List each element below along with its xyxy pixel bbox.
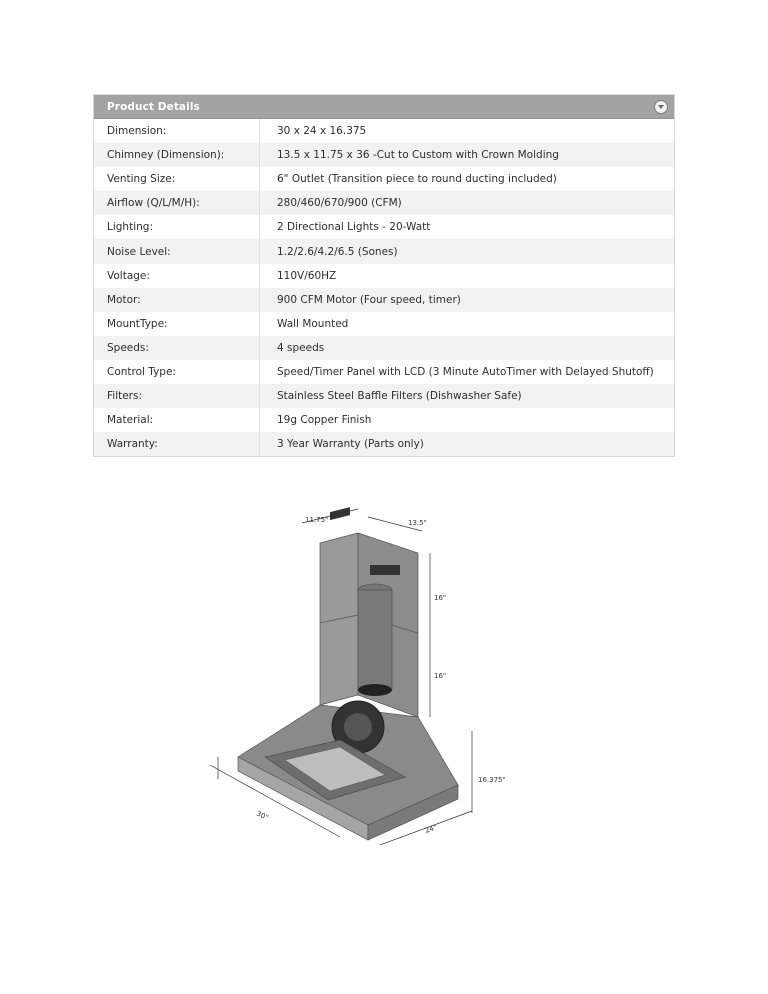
product-details-title: Product Details — [107, 100, 200, 113]
detail-value: 19g Copper Finish — [277, 414, 372, 427]
detail-value: 2 Directional Lights - 20-Watt — [277, 221, 431, 234]
detail-label: Lighting: — [94, 215, 260, 239]
detail-value: 110V/60HZ — [277, 269, 337, 282]
detail-label: Noise Level: — [94, 239, 260, 263]
detail-label: Airflow (Q/L/M/H): — [94, 191, 260, 215]
dim-chimney-front: 13.5" — [408, 519, 427, 527]
detail-value: 4 speeds — [277, 341, 325, 354]
detail-label: Filters: — [94, 384, 260, 408]
detail-value: 3 Year Warranty (Parts only) — [277, 438, 424, 451]
detail-value: 6" Outlet (Transition piece to round ducting included) — [277, 173, 557, 186]
detail-label: Control Type: — [94, 360, 260, 384]
detail-row — [94, 264, 674, 288]
detail-value: Wall Mounted — [277, 317, 349, 330]
detail-row — [94, 408, 674, 432]
detail-label: Material: — [94, 408, 260, 432]
product-details-header[interactable] — [94, 95, 674, 119]
product-details-table — [94, 119, 674, 456]
detail-row — [94, 336, 674, 360]
detail-value: 900 CFM Motor (Four speed, timer) — [277, 293, 461, 306]
detail-row — [94, 288, 674, 312]
detail-row — [94, 384, 674, 408]
detail-row — [94, 312, 674, 336]
detail-value: 13.5 x 11.75 x 36 -Cut to Custom with Crown Molding — [277, 149, 559, 162]
detail-row — [94, 239, 674, 263]
detail-row — [94, 360, 674, 384]
product-details-panel — [93, 94, 675, 457]
range-hood-drawing — [190, 495, 520, 855]
detail-row — [94, 215, 674, 239]
detail-label: Venting Size: — [94, 167, 260, 191]
detail-value: Speed/Timer Panel with LCD (3 Minute AutoTimer with Delayed Shutoff) — [277, 365, 654, 378]
detail-label: Speeds: — [94, 336, 260, 360]
detail-label: Motor: — [94, 288, 260, 312]
range-hood-diagram — [190, 495, 520, 855]
detail-label: Dimension: — [94, 119, 260, 143]
detail-label: MountType: — [94, 312, 260, 336]
dim-lower-height: 16" — [434, 672, 447, 680]
detail-row — [94, 143, 674, 167]
detail-label: Chimney (Dimension): — [94, 143, 260, 167]
dim-upper-height: 16" — [434, 594, 447, 602]
collapse-chevron-icon[interactable] — [654, 100, 668, 114]
dim-hood-height: 16.375" — [478, 776, 506, 784]
detail-label: Voltage: — [94, 264, 260, 288]
detail-row — [94, 167, 674, 191]
detail-value: Stainless Steel Baffle Filters (Dishwasher Safe) — [277, 390, 522, 403]
detail-value: 1.2/2.6/4.2/6.5 (Sones) — [277, 245, 398, 258]
detail-row — [94, 191, 674, 215]
dim-depth: 24" — [423, 823, 439, 835]
detail-row — [94, 432, 674, 456]
detail-value: 30 x 24 x 16.375 — [277, 125, 367, 138]
dim-chimney-side: 11.75" — [305, 516, 329, 524]
detail-value: 280/460/670/900 (CFM) — [277, 197, 402, 210]
detail-label: Warranty: — [94, 432, 260, 456]
detail-row — [94, 119, 674, 143]
dim-width: 30" — [255, 809, 270, 822]
